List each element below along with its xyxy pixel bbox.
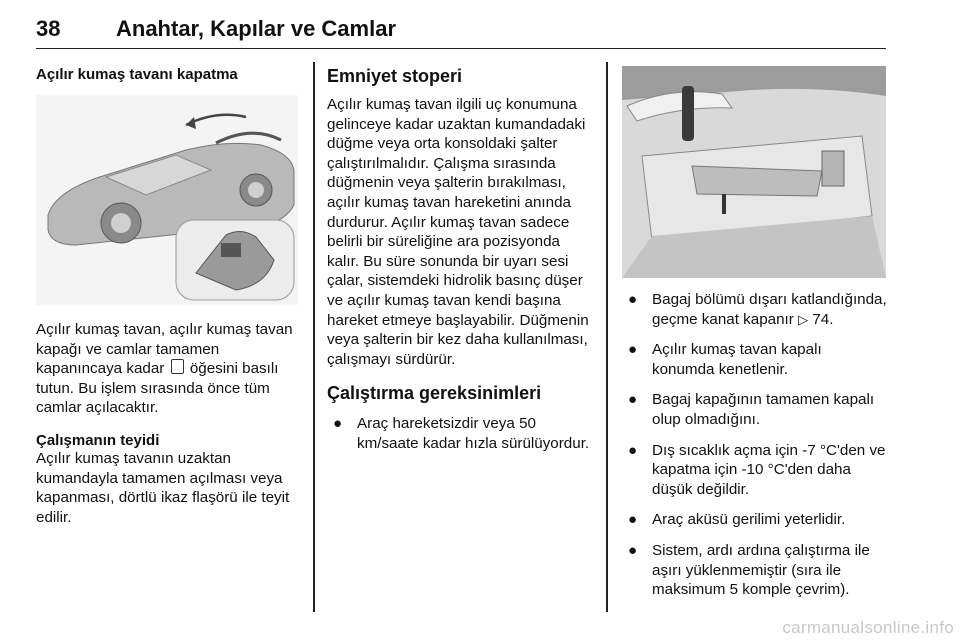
confirmation-paragraph: Açılır kumaş tavanın uzaktan kumandayla tamamen açılması veya kapanması, dörtlü ikaz flaşörü ile teyit edilir. <box>36 449 290 526</box>
instruction-paragraph <box>36 320 302 418</box>
column-divider <box>313 62 315 612</box>
list-item <box>622 290 888 329</box>
bullet-icon: ● <box>628 291 638 308</box>
page-reference-icon[interactable]: ▷ <box>798 311 809 327</box>
instruction-text-b: öğesini basılı tutun. Bu işlem sırasında önce tüm camlar açılacaktır. <box>36 360 279 417</box>
bullet-icon: ● <box>628 541 638 559</box>
bullet-icon: ● <box>333 415 343 433</box>
instruction-text-a: Açılır kumaş tavan, açılır kumaş tavan kapağı ve camlar tamamen kapanıncaya kadar <box>36 321 293 378</box>
list-item <box>622 510 888 530</box>
list-item <box>622 340 888 379</box>
list-item <box>622 390 888 429</box>
page-title: Anahtar, Kapılar ve Camlar <box>116 16 397 41</box>
page-header <box>36 14 886 49</box>
convertible-roof-close-icon <box>171 359 184 374</box>
middle-column <box>327 66 595 465</box>
list-item-text: Araç hareketsizdir veya 50 km/saate kadar hızla sürülüyordur. <box>357 415 590 452</box>
list-item-text: Açılır kumaş tavan kapalı konumda kenetlenir. <box>652 341 822 378</box>
requirements-list <box>327 414 595 453</box>
left-column <box>36 66 302 83</box>
bullet-icon: ● <box>628 341 638 359</box>
section-heading: Açılır kumaş tavanı kapatma <box>36 66 238 83</box>
list-item <box>622 441 888 500</box>
list-item <box>622 541 888 600</box>
sub-heading: Çalışmanın teyidi <box>36 431 160 449</box>
page-number: 38 <box>36 16 61 41</box>
column-divider <box>606 62 608 612</box>
bullet-icon: ● <box>628 441 638 459</box>
right-column <box>622 290 888 611</box>
section-heading: Emniyet stoperi <box>327 66 463 86</box>
list-item-text: Araç aküsü gerilimi yeterlidir. <box>652 511 846 529</box>
bullet-icon: ● <box>628 511 638 529</box>
section-heading-2: Çalıştırma gereksinimleri <box>327 383 542 404</box>
trunk-cargo-illustration <box>622 66 886 278</box>
requirements-list-continued <box>622 290 888 600</box>
left-text <box>36 320 302 527</box>
bullet-icon: ● <box>628 391 638 409</box>
list-item-text: Sistem, ardı ardına çalıştırma ile aşırı yüklenmemiştir (sıra ile maksimum 5 komple çevrim). <box>652 541 870 599</box>
convertible-car-illustration <box>36 95 298 305</box>
list-item-text: Bagaj bölümü dışarı katlandığında, geçme kanat kapanır <box>652 291 887 328</box>
list-item <box>327 414 595 453</box>
list-item-text: Bagaj kapağının tamamen kapalı olup olmadığını. <box>652 391 875 428</box>
watermark: carmanualsonline.info <box>782 618 954 637</box>
page-reference[interactable]: 74. <box>812 310 834 328</box>
list-item-text: Dış sıcaklık açma için -7 °C'den ve kapatma için -10 °C'den daha düşük değildir. <box>652 441 886 498</box>
safety-stop-paragraph: Açılır kumaş tavan ilgili uç konumuna gelinceye kadar uzaktan kumandadaki düğme veya orta konsoldaki şalter çalıştırılmalıdır. Çalışma sırasında düğmenin veya şalterin bırakılması, açılır kumaş tavan hareketini anında durdurur. Açılır kumaş tavan sadece belirli bir süreliğine ara pozisyonda kalır. Bu süre sonunda bir uyarı sesi çalar, sistemdeki hidrolik basınç düşer ve açılır kumaş tavan kendi başına hareket etmeye başlayabilir. Düğmenin veya şalterin bir kez daha kullanılması, çalışmayı sürdürür. <box>327 96 589 368</box>
